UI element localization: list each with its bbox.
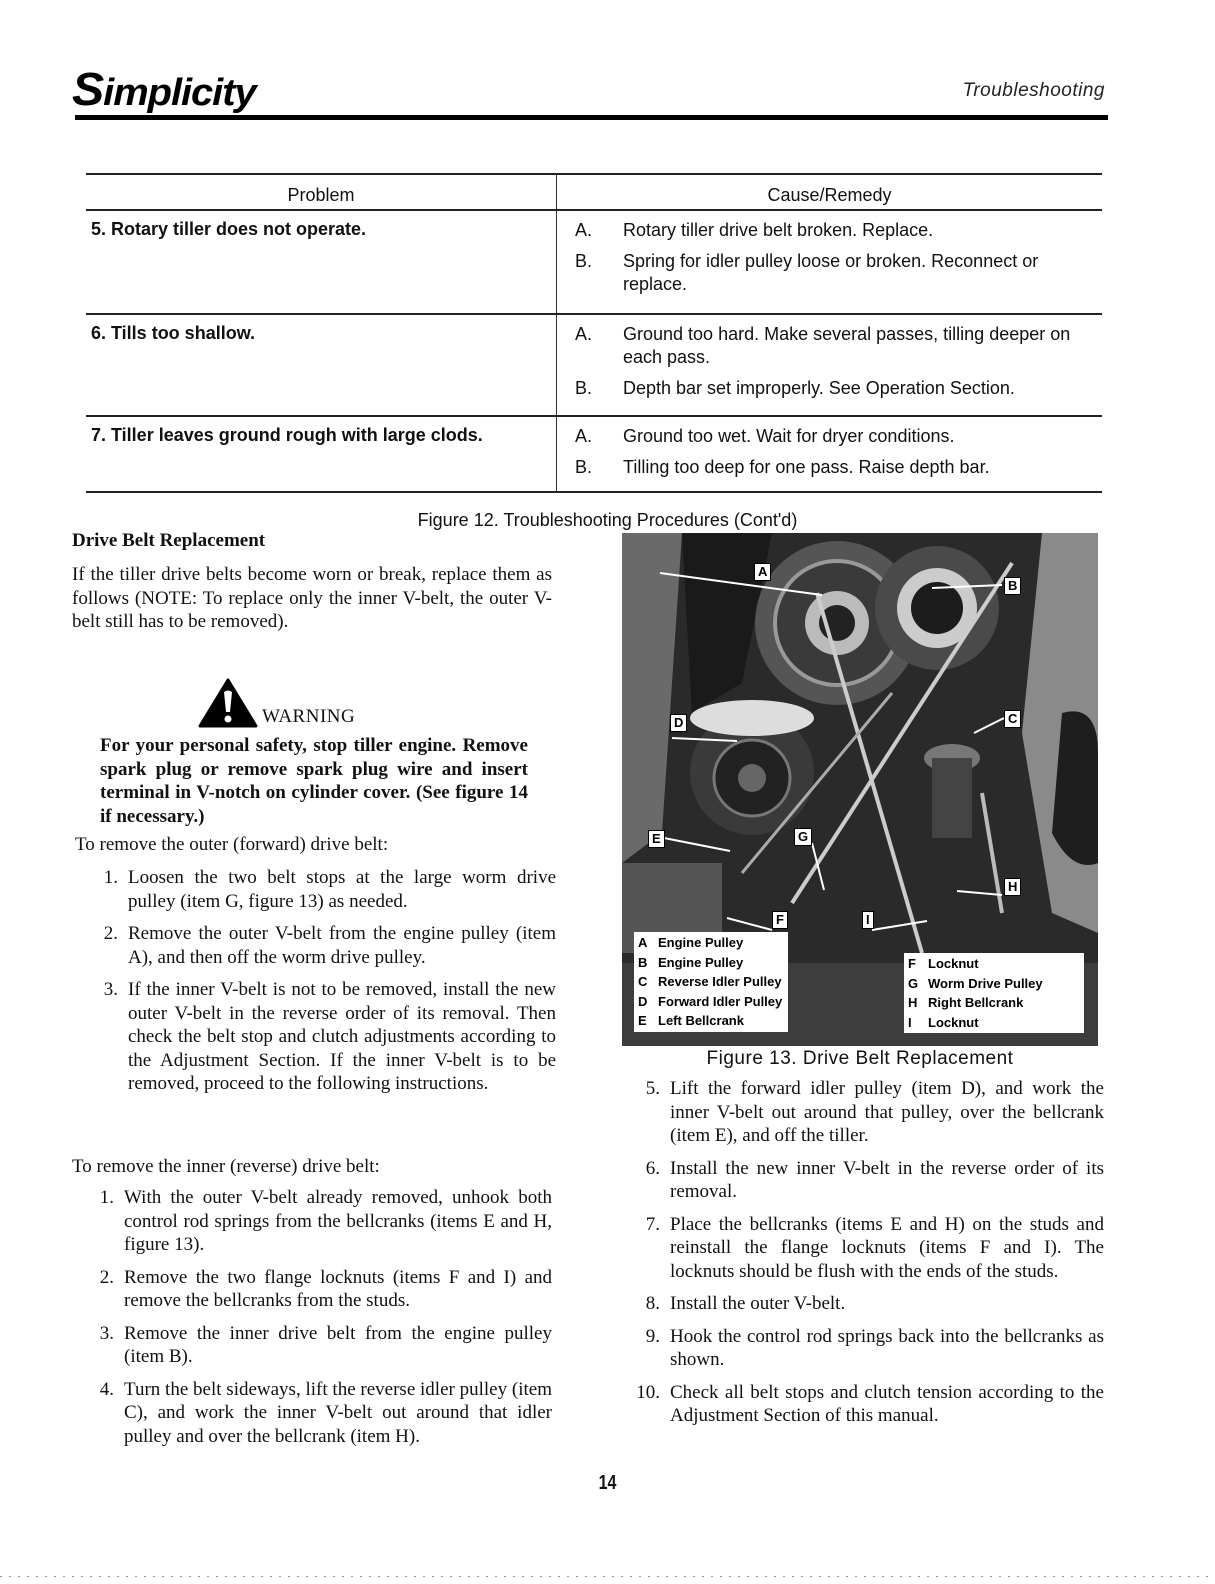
callout-f: F — [772, 911, 788, 929]
list-item: 2. Remove the outer V-belt from the engine pulley (item A), and then off the worm drive pulley. — [103, 923, 556, 968]
callout-b: B — [1004, 577, 1021, 595]
callout-i: I — [862, 911, 874, 929]
cause-item — [575, 456, 1102, 479]
figure-legend-right — [904, 953, 1084, 1033]
list-item: 8. Install the outer V-belt. — [645, 1293, 846, 1314]
list-item: 9. Hook the control rod springs back into the bellcranks as shown. — [645, 1325, 1104, 1370]
problem-text: 6. Tills too shallow. — [86, 315, 557, 415]
cause-letter: B. — [575, 457, 593, 477]
header-cause-remedy: Cause/Remedy — [767, 185, 892, 205]
callout-e: E — [648, 830, 665, 848]
cause-letter: A. — [575, 324, 593, 344]
cause-item — [575, 250, 1102, 296]
intro-paragraph: If the tiller drive belts become worn or break, replace them as follows (NOTE: To replace only the inner V-belt, the outer V-belt still has to be removed). — [72, 564, 552, 632]
troubleshooting-table — [86, 173, 1102, 493]
legend-item: E Left Bellcrank — [638, 1013, 744, 1028]
cause-letter: B. — [575, 378, 593, 398]
table-row — [86, 211, 1102, 315]
legend-item: F Locknut — [908, 956, 979, 971]
list-item: 3. If the inner V-belt is not to be removed, install the new outer V-belt in the reverse order of its removal. Then check the belt stop and clutch adjustments according to the Adjustment Section. If the inner V-belt is to be removed, proceed to the following instructions. — [103, 979, 556, 1094]
inner-belt-steps-left — [84, 1186, 552, 1457]
list-item: 10. Check all belt stops and clutch tension according to the Adjustment Section of this manual. — [636, 1381, 1104, 1426]
problem-text: 5. Rotary tiller does not operate. — [86, 211, 557, 313]
legend-item: G Worm Drive Pulley — [908, 975, 1043, 991]
section-title: Troubleshooting — [962, 80, 1105, 101]
outer-belt-steps — [88, 866, 556, 1105]
table-row — [86, 417, 1102, 493]
callout-c: C — [1004, 710, 1021, 728]
cause-letter: B. — [575, 251, 593, 271]
legend-item: I Locknut — [908, 1014, 979, 1030]
list-item: 6. Install the new inner V-belt in the reverse order of its removal. — [645, 1157, 1104, 1202]
warning-label: WARNING — [262, 706, 356, 727]
figure-legend-left — [634, 932, 788, 1032]
cause-text: Ground too hard. Make several passes, tilling deeper on each pass. — [623, 324, 1071, 367]
cause-text: Depth bar set improperly. See Operation Section. — [623, 378, 1015, 398]
cause-letter: A. — [575, 220, 593, 240]
problem-text: 7. Tiller leaves ground rough with large clods. — [86, 417, 557, 491]
cause-text: Tilling too deep for one pass. Raise depth bar. — [623, 457, 990, 477]
scan-edge-artifact — [0, 1576, 1215, 1577]
legend-item: D Forward Idler Pulley — [638, 993, 783, 1009]
table-row — [86, 315, 1102, 417]
cause-text: Ground too wet. Wait for dryer conditions. — [623, 426, 955, 446]
callout-h: H — [1004, 878, 1021, 896]
warning-triangle-icon — [198, 678, 258, 728]
list-item: 4. Turn the belt sideways, lift the reverse idler pulley (item C), and work the inner V-belt out around that idler pulley and over the bellcrank (item H). — [99, 1378, 552, 1447]
callout-d: D — [670, 714, 687, 732]
list-item: 2. Remove the two flange locknuts (items F and I) and remove the bellcranks from the studs. — [99, 1266, 552, 1311]
figure-12-caption: Figure 12. Troubleshooting Procedures (Cont'd) — [417, 510, 798, 530]
cause-item — [575, 377, 1102, 400]
list-item: 1. Loosen the two belt stops at the large worm drive pulley (item G, figure 13) as needed. — [103, 867, 556, 912]
cause-item — [575, 323, 1102, 369]
figure-13-photo — [622, 533, 1098, 1046]
cause-letter: A. — [575, 426, 593, 446]
inner-belt-intro: To remove the inner (reverse) drive belt: — [72, 1156, 380, 1177]
legend-item: A Engine Pulley — [638, 935, 744, 950]
header-problem: Problem — [86, 175, 557, 209]
outer-belt-intro: To remove the outer (forward) drive belt: — [75, 834, 389, 855]
legend-item: B Engine Pulley — [638, 954, 744, 970]
list-item: 7. Place the bellcranks (items E and H) on the studs and reinstall the flange locknuts (items F and I). The locknuts should be flush with the ends of the studs. — [645, 1213, 1104, 1282]
page-number: 14 — [598, 1472, 617, 1494]
header-rule — [75, 115, 1108, 120]
section-heading: Drive Belt Replacement — [72, 530, 266, 551]
cause-text: Rotary tiller drive belt broken. Replace. — [623, 220, 934, 240]
cause-item — [575, 425, 1102, 448]
warning-header — [198, 678, 355, 728]
inner-belt-steps-right — [626, 1077, 1104, 1437]
brand-logo: Simplicity — [72, 63, 256, 115]
legend-item: C Reverse Idler Pulley — [638, 974, 782, 989]
cause-item — [575, 219, 1102, 242]
legend-item: H Right Bellcrank — [908, 995, 1024, 1010]
table-header-row — [86, 175, 1102, 211]
callout-g: G — [794, 828, 812, 846]
figure-13-caption: Figure 13. Drive Belt Replacement — [706, 1048, 1014, 1069]
callout-a: A — [754, 563, 771, 581]
list-item: 3. Remove the inner drive belt from the engine pulley (item B). — [99, 1322, 552, 1367]
list-item: 5. Lift the forward idler pulley (item D), and work the inner V-belt out around that pulley, over the bellcrank (item E), and off the tiller. — [645, 1078, 1104, 1146]
warning-text: For your personal safety, stop tiller engine. Remove spark plug or remove spark plug wire and insert terminal in V-notch on cylinder cover. (See figure 14 if necessary.) — [100, 735, 528, 827]
list-item: 1. With the outer V-belt already removed, unhook both control rod springs from the bellcranks (items E and H, figure 13). — [99, 1187, 552, 1255]
cause-text: Spring for idler pulley loose or broken. Reconnect or replace. — [623, 251, 1039, 294]
